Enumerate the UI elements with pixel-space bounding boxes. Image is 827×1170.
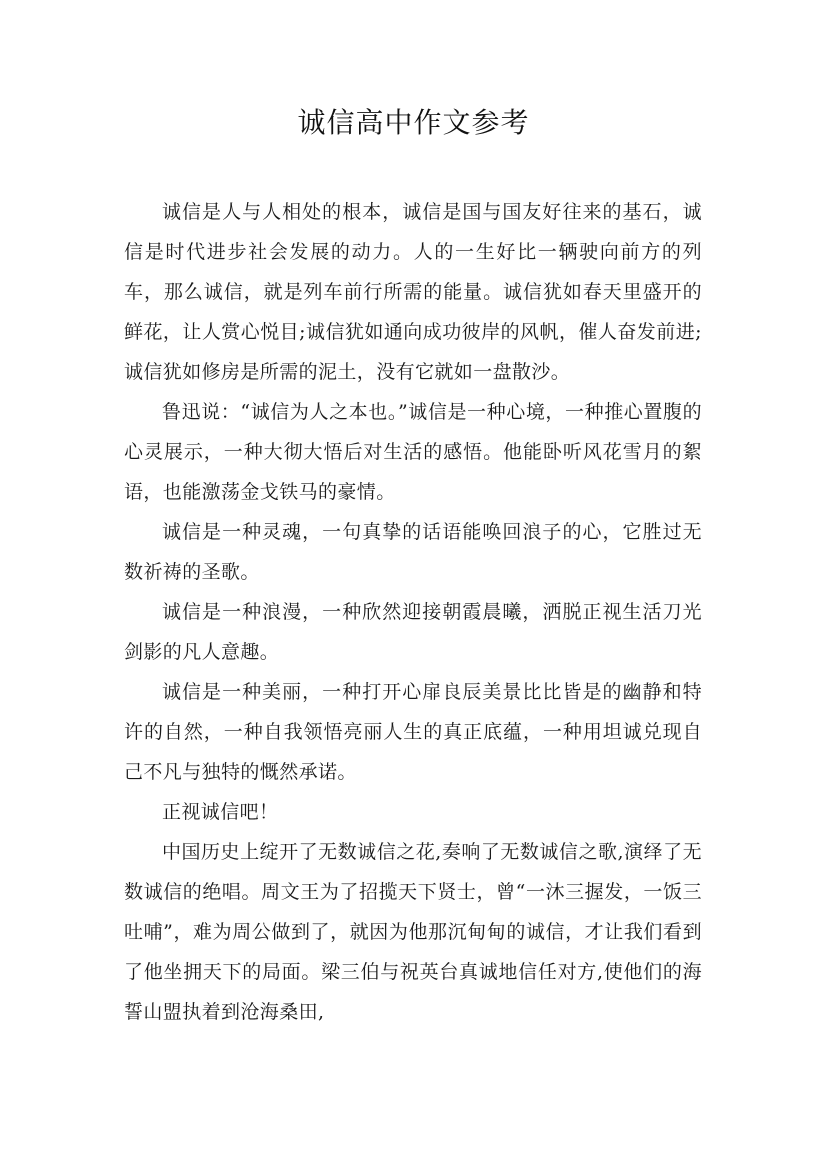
paragraph: 诚信是一种浪漫，一种欣然迎接朝霞晨曦，洒脱正视生活刀光剑影的凡人意趣。 bbox=[124, 601, 702, 663]
document-title: 诚信高中作文参考 bbox=[297, 106, 530, 139]
document-body bbox=[124, 192, 702, 1032]
paragraph: 诚信是人与人相处的根本，诚信是国与国友好往来的基石，诚信是时代进步社会发展的动力。人的一生好比一辆驶向前方的列车，那么诚信，就是列车前行所需的能量。诚信犹如春天里盛开的鲜花，让人赏心悦目;诚信犹如通向成功彼岸的风帆，催人奋发前进;诚信犹如修房是所需的泥土，没有它就如一盘散沙。 bbox=[124, 201, 702, 383]
paragraph: 诚信是一种灵魂，一句真挚的话语能唤回浪子的心，它胜过无数祈祷的圣歌。 bbox=[124, 521, 702, 583]
paragraph: 中国历史上绽开了无数诚信之花,奏响了无数诚信之歌,演绎了无数诚信的绝唱。周文王为了招揽天下贤士，曾“一沐三握发，一饭三吐哺”，难为周公做到了，就因为他那沉甸甸的诚信，才让我们看到了他坐拥天下的局面。梁三伯与祝英台真诚地信任对方,使他们的海誓山盟执着到沧海桑田, bbox=[124, 841, 702, 1023]
paragraph: 正视诚信吧！ bbox=[162, 801, 279, 823]
paragraph: 诚信是一种美丽，一种打开心扉良辰美景比比皆是的幽静和特许的自然，一种自我领悟亮丽人生的真正底蕴，一种用坦诚兑现自己不凡与独特的慨然承诺。 bbox=[124, 681, 702, 783]
paragraph: 鲁迅说：“诚信为人之本也。”诚信是一种心境，一种推心置腹的心灵展示，一种大彻大悟后对生活的感悟。他能卧听风花雪月的絮语，也能激荡金戈铁马的豪情。 bbox=[124, 401, 702, 503]
